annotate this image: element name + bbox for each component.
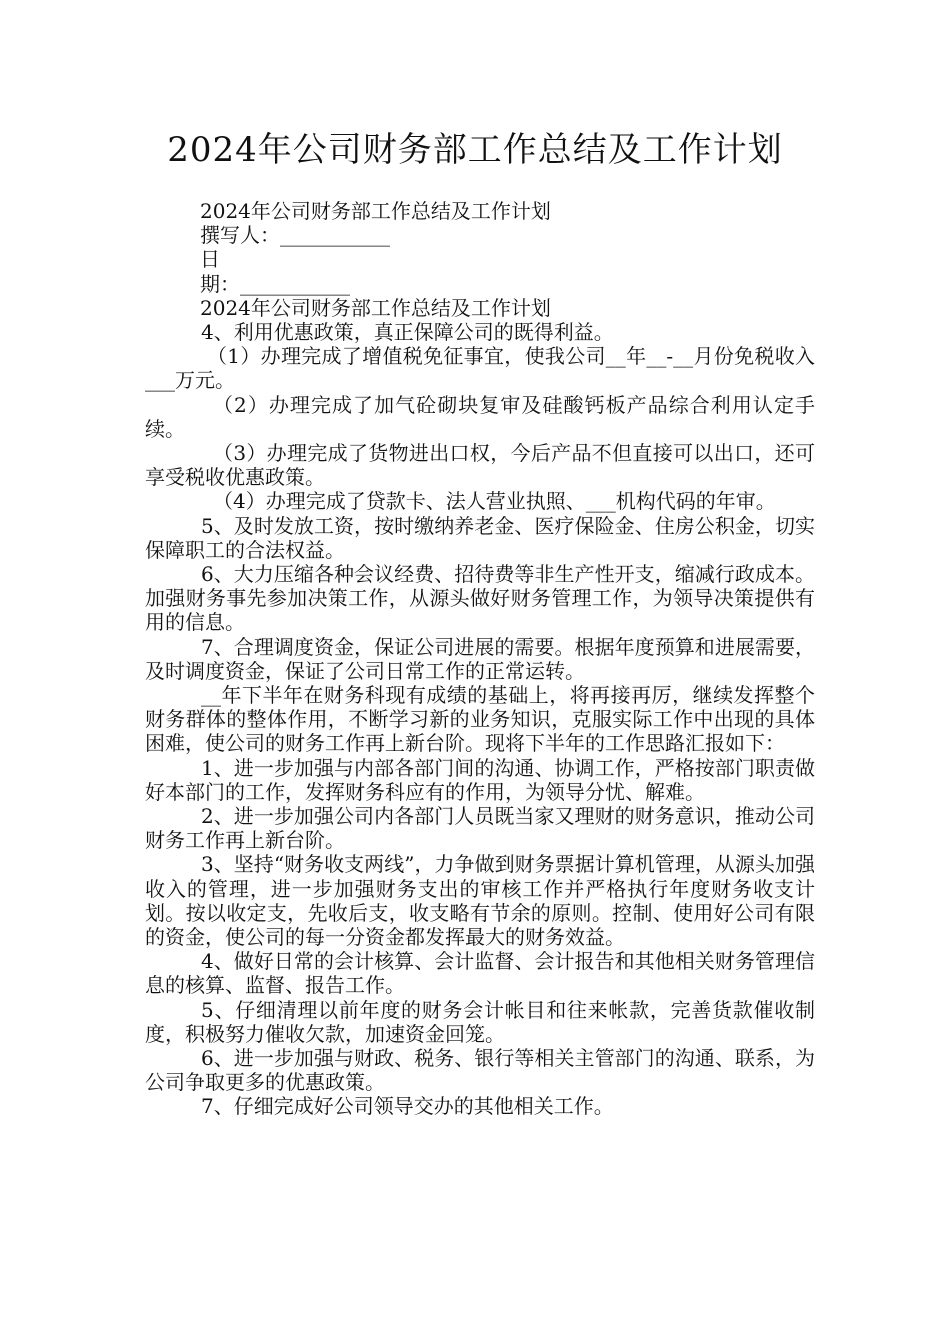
- document-body: [145, 199, 815, 1119]
- header-line-author: 撰写人：___________: [200, 223, 390, 248]
- paragraph: __年下半年在财务科现有成绩的基础上，将再接再厉，继续发挥整个财务群体的整体作用，不断学习新的业务知识，克服实际工作中出现的具体困难，使公司的财务工作再上新台阶。现将下半年的工作思路汇报如下：: [145, 682, 815, 756]
- paragraph: 6、大力压缩各种会议经费、招待费等非生产性开支，缩减行政成本。加强财务事先参加决策工作，从源头做好财务管理工作，为领导决策提供有用的信息。: [145, 561, 815, 635]
- paragraph: （3）办理完成了货物进出口权，今后产品不但直接可以出口，还可享受税收优惠政策。: [145, 440, 815, 490]
- paragraph: （1）办理完成了增值税免征事宜，使我公司__年__-__月份免税收入___万元。: [145, 344, 815, 393]
- header-line-subtitle: 2024年公司财务部工作总结及工作计划: [200, 199, 551, 223]
- paragraph: 5、及时发放工资，按时缴纳养老金、医疗保险金、住房公积金，切实保障职工的合法权益。: [145, 513, 815, 562]
- paragraph: 5、仔细清理以前年度的财务会计帐目和往来帐款，完善货款催收制度，积极努力催收欠款，加速资金回笼。: [145, 997, 815, 1046]
- paragraph: 7、仔细完成好公司领导交办的其他相关工作。: [201, 1094, 614, 1119]
- paragraph: 1、进一步加强与内部各部门间的沟通、协调工作，严格按部门职责做好本部门的工作，发挥财务科应有的作用，为领导分忧、解难。: [145, 755, 815, 804]
- document-title: 2024年公司财务部工作总结及工作计划: [167, 130, 783, 170]
- header-line-date: 期：___________: [200, 271, 350, 296]
- header-line-date-label: 日: [200, 247, 220, 272]
- paragraph: （2）办理完成了加气砼砌块复审及硅酸钙板产品综合利用认定手续。: [145, 392, 815, 441]
- header-line-repeat-title: 2024年公司财务部工作总结及工作计划: [200, 295, 551, 320]
- paragraph: 3、坚持“财务收支两线”，力争做到财务票据计算机管理，从源头加强收入的管理，进一步加强财务支出的审核工作并严格执行年度财务收支计划。按以收定支，先收后支，收支略有节余的原则。控制、使用好公司有限的资金，使公司的每一分资金都发挥最大的财务效益。: [145, 852, 815, 950]
- paragraph: 6、进一步加强与财政、税务、银行等相关主管部门的沟通、联系，为公司争取更多的优惠政策。: [145, 1046, 815, 1095]
- paragraph: （4）办理完成了贷款卡、法人营业执照、___机构代码的年审。: [213, 489, 776, 514]
- paragraph: 4、做好日常的会计核算、会计监督、会计报告和其他相关财务管理信息的核算、监督、报告工作。: [145, 949, 815, 998]
- paragraph: 2、进一步加强公司内各部门人员既当家又理财的财务意识，推动公司财务工作再上新台阶。: [145, 804, 815, 853]
- paragraph: 7、合理调度资金，保证公司进展的需要。根据年度预算和进展需要，及时调度资金，保证了公司日常工作的正常运转。: [145, 634, 815, 683]
- paragraph: 4、利用优惠政策，真正保障公司的既得利益。: [201, 319, 614, 344]
